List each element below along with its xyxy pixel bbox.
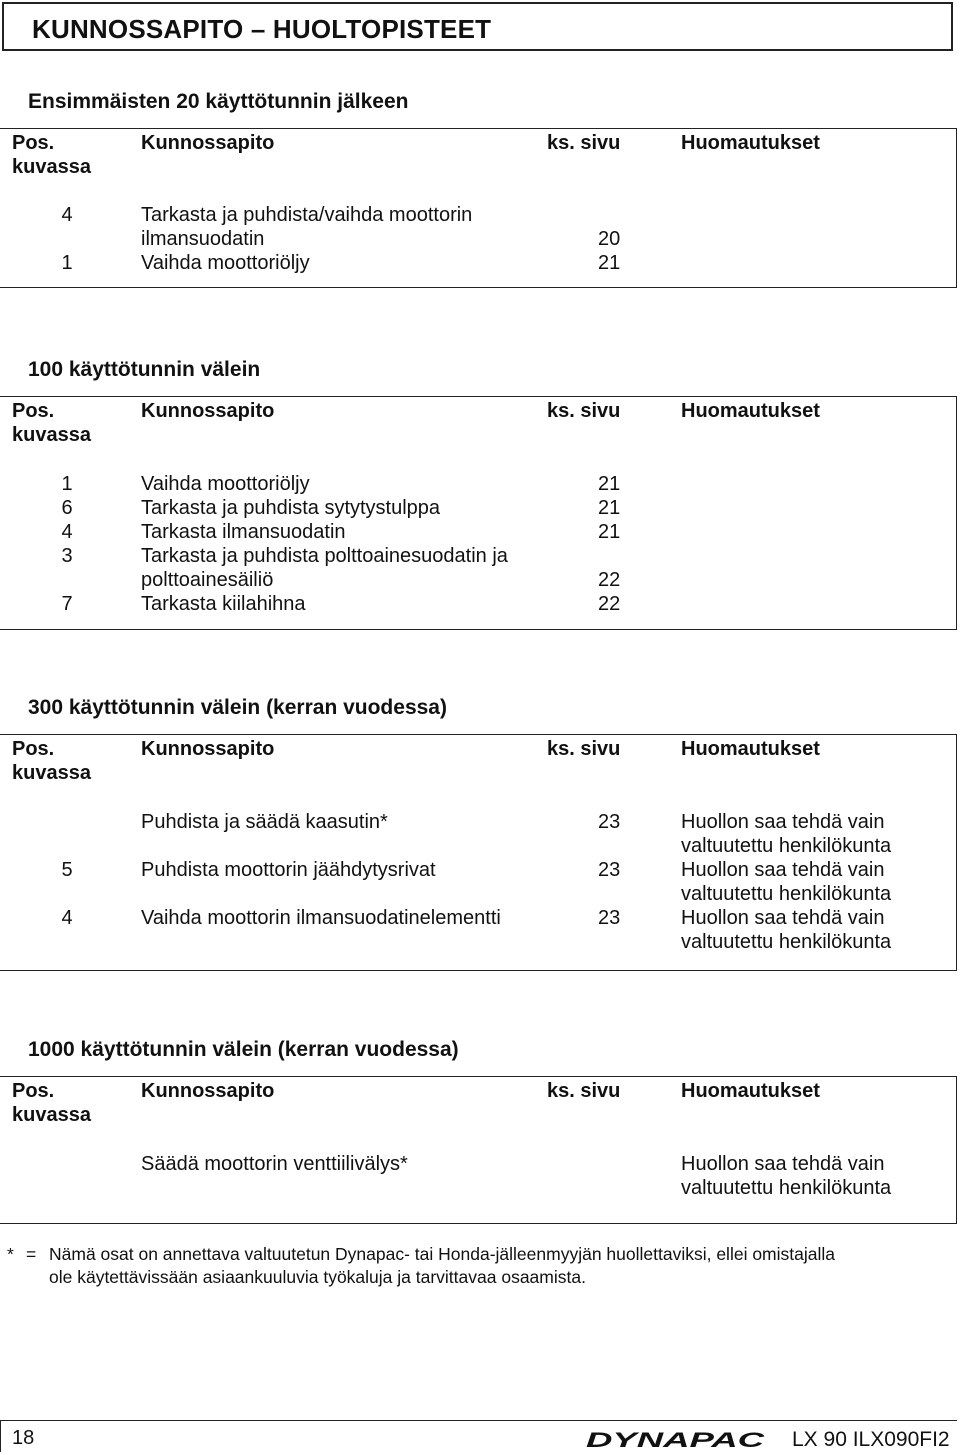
column-header-task: Kunnossapito xyxy=(141,132,275,154)
title-box xyxy=(2,2,953,51)
column-header-page: ks. sivu xyxy=(547,1080,621,1102)
row-note: valtuutettu henkilökunta xyxy=(681,835,892,857)
section-heading: 1000 käyttötunnin välein (kerran vuodessa) xyxy=(28,1038,459,1061)
row-task: ilmansuodatin xyxy=(141,228,265,250)
section-heading: Ensimmäisten 20 käyttötunnin jälkeen xyxy=(28,90,409,113)
table-row xyxy=(0,203,957,251)
row-task: Tarkasta ilmansuodatin xyxy=(141,521,346,543)
row-page-ref: 21 xyxy=(598,497,621,519)
footnote-line-2: ole käytettävissään asiaankuuluvia työkaluja ja tarvittavaa osaamista. xyxy=(49,1267,586,1287)
row-task: Vaihda moottoriöljy xyxy=(141,473,310,495)
row-note: Huollon saa tehdä vain xyxy=(681,1153,885,1175)
footnote-line-1: Nämä osat on annettava valtuutetun Dynapac- tai Honda-jälleenmyyjän huollettaviksi, ellei omistajalla xyxy=(49,1244,835,1264)
column-header-note: Huomautukset xyxy=(681,1080,820,1102)
table-row xyxy=(0,496,957,520)
row-position: 3 xyxy=(61,545,73,567)
column-header-pos: Pos. xyxy=(12,1080,55,1102)
dynapac-logo xyxy=(586,1430,766,1455)
column-header-pos: Pos. xyxy=(12,400,55,422)
footnote-equals: = xyxy=(26,1244,37,1264)
row-task: Tarkasta ja puhdista sytytystulppa xyxy=(141,497,441,519)
section-heading: 100 käyttötunnin välein xyxy=(28,358,261,381)
column-header-pos: Pos. xyxy=(12,738,55,760)
table-row xyxy=(0,906,957,954)
row-position: 4 xyxy=(61,907,73,929)
row-page-ref: 23 xyxy=(598,907,621,929)
logo-wordmark: DYNAPAC xyxy=(586,1430,766,1450)
row-page-ref: 21 xyxy=(598,473,621,495)
column-header-note: Huomautukset xyxy=(681,132,820,154)
row-page-ref: 22 xyxy=(598,569,621,591)
row-task: Tarkasta ja puhdista/vaihda moottorin xyxy=(141,204,473,226)
row-task: polttoainesäiliö xyxy=(141,569,274,591)
column-header-page: ks. sivu xyxy=(547,738,621,760)
row-position: 4 xyxy=(61,204,73,226)
column-header-pos-sub: kuvassa xyxy=(12,1104,91,1126)
row-task: Puhdista ja säädä kaasutin* xyxy=(141,811,388,833)
table-row xyxy=(0,858,957,906)
footnote-symbol: * xyxy=(7,1244,14,1264)
column-header-pos-sub: kuvassa xyxy=(12,762,91,784)
row-task: Puhdista moottorin jäähdytysrivat xyxy=(141,859,436,881)
row-position: 4 xyxy=(61,521,73,543)
column-header-pos-sub: kuvassa xyxy=(12,424,91,446)
table-row xyxy=(0,472,957,496)
row-note: valtuutettu henkilökunta xyxy=(681,1177,892,1199)
column-header-pos: Pos. xyxy=(12,132,55,154)
table-row xyxy=(0,810,957,858)
footer-divider xyxy=(0,1420,957,1421)
row-task: Tarkasta ja puhdista polttoainesuodatin ja xyxy=(141,545,508,567)
row-note: Huollon saa tehdä vain xyxy=(681,859,885,881)
row-page-ref: 23 xyxy=(598,811,621,833)
row-position: 1 xyxy=(61,252,73,274)
row-position: 5 xyxy=(61,859,73,881)
row-note: valtuutettu henkilökunta xyxy=(681,931,892,953)
row-task: Vaihda moottorin ilmansuodatinelementti xyxy=(141,907,501,929)
section-heading: 300 käyttötunnin välein (kerran vuodessa) xyxy=(28,696,447,719)
table-row xyxy=(0,544,957,592)
row-page-ref: 21 xyxy=(598,521,621,543)
row-task: Tarkasta kiilahihna xyxy=(141,593,306,615)
row-note: valtuutettu henkilökunta xyxy=(681,883,892,905)
row-page-ref: 20 xyxy=(598,228,621,250)
column-header-task: Kunnossapito xyxy=(141,1080,275,1102)
column-header-task: Kunnossapito xyxy=(141,738,275,760)
column-header-note: Huomautukset xyxy=(681,400,820,422)
row-position: 7 xyxy=(61,593,73,615)
row-page-ref: 23 xyxy=(598,859,621,881)
table-row xyxy=(0,592,957,616)
row-page-ref: 22 xyxy=(598,593,621,615)
row-note: Huollon saa tehdä vain xyxy=(681,907,885,929)
document-code: LX 90 ILX090FI2 xyxy=(792,1428,950,1451)
row-task: Säädä moottorin venttiilivälys* xyxy=(141,1153,408,1175)
table-row xyxy=(0,1152,957,1200)
dynapac-logo-graphic xyxy=(586,1430,766,1450)
column-header-task: Kunnossapito xyxy=(141,400,275,422)
footer-divider-vertical xyxy=(0,1420,1,1452)
row-note: Huollon saa tehdä vain xyxy=(681,811,885,833)
column-header-note: Huomautukset xyxy=(681,738,820,760)
row-position: 6 xyxy=(61,497,73,519)
column-header-page: ks. sivu xyxy=(547,400,621,422)
column-header-pos-sub: kuvassa xyxy=(12,156,91,178)
row-task: Vaihda moottoriöljy xyxy=(141,252,310,274)
page-title: KUNNOSSAPITO – HUOLTOPISTEET xyxy=(32,14,492,44)
column-header-page: ks. sivu xyxy=(547,132,621,154)
table-row xyxy=(0,520,957,544)
row-page-ref: 21 xyxy=(598,252,621,274)
page-number: 18 xyxy=(12,1427,35,1449)
table-row xyxy=(0,251,957,275)
row-position: 1 xyxy=(61,473,73,495)
